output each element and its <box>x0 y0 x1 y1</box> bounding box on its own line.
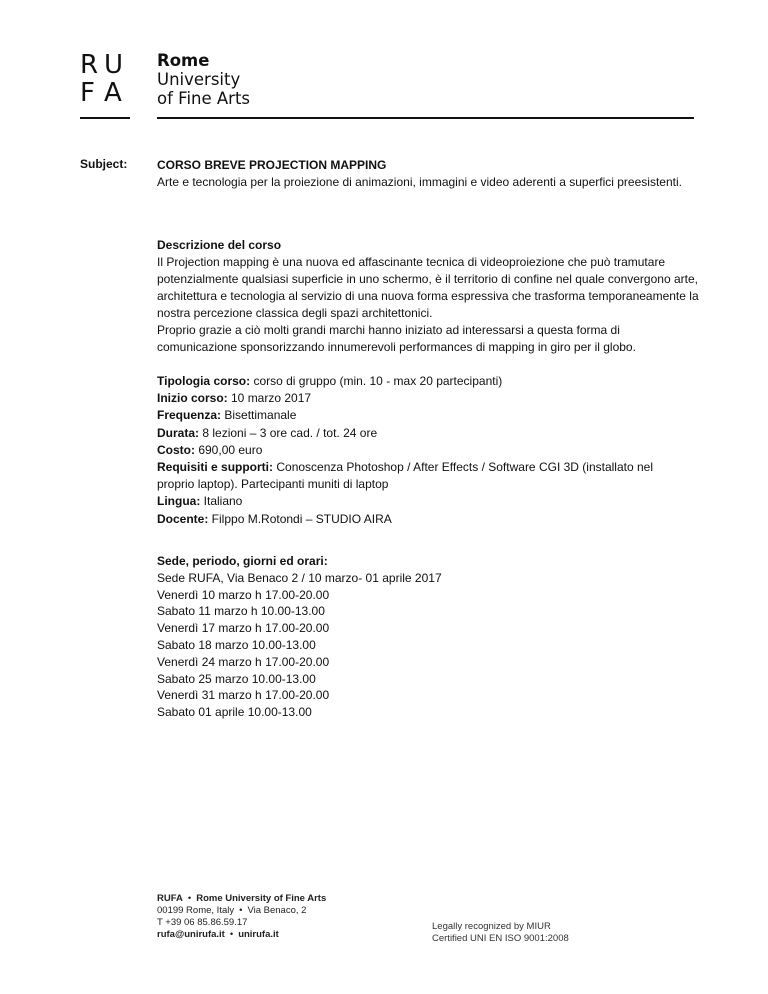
schedule-heading: Sede, periodo, giorni ed orari: <box>157 554 328 568</box>
footer-brand-full: Rome University of Fine Arts <box>196 893 327 904</box>
info-label: Costo: <box>157 442 195 457</box>
footer-email-link[interactable]: rufa@unirufa.it <box>157 929 225 940</box>
footer-separator: • <box>229 929 234 940</box>
description-paragraph-2: Proprio grazie a ciò molti grandi marchi hanno iniziato ad interessarsi a questa forma di comunicazione sponsorizzando innumerevoli performances di mapping in giro per il globo. <box>157 323 636 354</box>
footer-brand-line <box>157 893 326 905</box>
schedule-row: Sabato 25 marzo 10.00-13.00 <box>157 671 316 686</box>
info-value: Italiano <box>200 494 243 509</box>
info-label: Inizio corso: <box>157 391 228 406</box>
schedule-row: Venerdì 31 marzo h 17.00-20.00 <box>157 688 330 703</box>
university-city: Rome <box>157 51 210 70</box>
info-row <box>157 442 687 459</box>
footer-separator: • <box>239 905 243 916</box>
footer-street: Via Benaco, 2 <box>247 905 307 916</box>
header-divider <box>157 117 694 119</box>
logo-letter: U <box>104 50 124 80</box>
footer-phone: T +39 06 85.86.59.17 <box>157 917 248 928</box>
info-row <box>157 407 687 424</box>
description-paragraph-1: Il Projection mapping è una nuova ed affascinante tecnica di videoproiezione che può tramutare potenzialmente qualsiasi superficie in uno schermo, è il territorio di confine nel quale convergono arte, architettura e tecnologia al servizio di una nuova forma espressiva che trasforma temporaneamente la nostra percezione classica degli spazi architettonici. <box>157 255 699 320</box>
logo-underline <box>80 117 130 119</box>
subject-title: CORSO BREVE PROJECTION MAPPING <box>157 158 387 172</box>
footer-address: 00199 Rome, Italy <box>157 905 235 916</box>
schedule-row: Venerdì 10 marzo h 17.00-20.00 <box>157 587 330 602</box>
schedule-row: Sabato 11 marzo h 10.00-13.00 <box>157 604 325 619</box>
info-label: Tipologia corso: <box>157 374 251 388</box>
info-label: Lingua: <box>157 494 201 509</box>
university-line-1: University <box>157 70 241 89</box>
info-row <box>157 373 687 390</box>
info-label: Docente: <box>157 511 209 526</box>
university-name <box>157 51 250 108</box>
schedule-row: Sabato 18 marzo 10.00-13.00 <box>157 637 316 652</box>
schedule-row: Venerdì 24 marzo h 17.00-20.00 <box>157 654 330 669</box>
footer-legal <box>432 921 569 945</box>
footer-brand: RUFA <box>157 893 183 904</box>
schedule <box>157 553 442 721</box>
subject-label: Subject: <box>80 157 128 171</box>
info-value: 8 lezioni – 3 ore cad. / tot. 24 ore <box>199 425 378 440</box>
info-row <box>157 511 687 528</box>
footer-legal-iso: Certified UNI EN ISO 9001:2008 <box>432 933 569 944</box>
info-value: Bisettimanale <box>221 408 297 423</box>
info-value: corso di gruppo (min. 10 - max 20 partecipanti) <box>250 374 503 388</box>
logo-letter: R <box>80 50 99 80</box>
info-row <box>157 425 687 442</box>
footer-separator: • <box>187 893 192 904</box>
footer-contact <box>157 893 326 941</box>
schedule-row: Sede RUFA, Via Benaco 2 / 10 marzo- 01 aprile 2017 <box>157 570 442 585</box>
info-row <box>157 390 687 407</box>
info-value: Filppo M.Rotondi – STUDIO AIRA <box>208 511 392 526</box>
info-label: Durata: <box>157 425 200 440</box>
schedule-row: Venerdì 17 marzo h 17.00-20.00 <box>157 621 330 636</box>
info-value: Conoscenza Photoshop / After Effects / Software CGI 3D (installato nel proprio laptop). Partecipanti muniti di laptop <box>157 460 653 492</box>
logo-letter: F <box>80 78 95 108</box>
info-label: Frequenza: <box>157 408 222 423</box>
info-value: 10 marzo 2017 <box>227 391 312 406</box>
info-row <box>157 493 687 510</box>
logo-letter: A <box>104 78 122 108</box>
info-label: Requisiti e supporti: <box>157 460 274 475</box>
footer-legal-miur: Legally recognized by MIUR <box>432 921 551 932</box>
course-description <box>157 237 702 356</box>
rufa-logo <box>80 52 128 106</box>
footer-website-link[interactable]: unirufa.it <box>238 929 279 940</box>
course-info <box>157 373 687 528</box>
description-heading: Descrizione del corso <box>157 238 282 252</box>
schedule-row: Sabato 01 aprile 10.00-13.00 <box>157 705 312 720</box>
footer-address-line <box>157 905 326 917</box>
university-line-2: of Fine Arts <box>157 89 251 108</box>
info-value: 690,00 euro <box>195 442 263 457</box>
footer-web-line <box>157 929 326 941</box>
info-row <box>157 459 687 493</box>
subject-block <box>157 157 717 191</box>
subject-subtitle: Arte e tecnologia per la proiezione di animazioni, immagini e video aderenti a superfici preesistenti. <box>157 175 682 189</box>
